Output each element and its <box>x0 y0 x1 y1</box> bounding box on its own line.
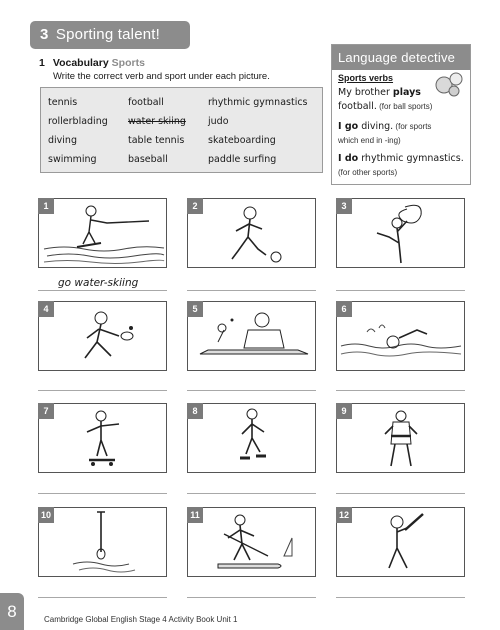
detective-note-ing: (for sports <box>393 122 432 131</box>
language-detective-title: Language detective <box>332 45 470 70</box>
unit-title: Sporting talent! <box>55 26 161 43</box>
word-box-item: tennis <box>48 97 78 108</box>
swimmer-illustration <box>337 302 466 372</box>
picture-number: 11 <box>187 507 203 523</box>
answer-line-11[interactable] <box>187 597 316 598</box>
water-skier-illustration <box>39 199 168 269</box>
picture-frame-8 <box>187 403 316 473</box>
picture-frame-9 <box>336 403 465 473</box>
picture-frame-2 <box>187 198 316 268</box>
skateboarder-illustration <box>39 404 168 474</box>
answer-line-1[interactable] <box>38 290 167 291</box>
picture-number: 4 <box>38 301 54 317</box>
exercise-number: 1 <box>39 57 45 69</box>
detective-example-1-text: My brother <box>338 87 393 98</box>
detective-example-1-sport: football. <box>338 101 377 112</box>
word-box-item: football <box>128 97 164 108</box>
word-box-item: skateboarding <box>208 135 276 146</box>
answer-text-1: go water-skiing <box>58 277 139 289</box>
answer-line-8[interactable] <box>187 493 316 494</box>
answer-line-2[interactable] <box>187 290 316 291</box>
footer-text: Cambridge Global English Stage 4 Activity Book Unit 1 <box>44 615 238 624</box>
rhythmic-gymnast-illustration <box>337 199 466 269</box>
word-box-item-crossed-out: water skiing <box>128 116 186 127</box>
word-box-item: judo <box>208 116 229 127</box>
picture-frame-6 <box>336 301 465 371</box>
detective-example-2-sport: diving. <box>358 121 394 132</box>
picture-number: 10 <box>38 507 54 523</box>
answer-line-7[interactable] <box>38 493 167 494</box>
word-box-item: paddle surfing <box>208 154 277 165</box>
exercise-instruction: Write the correct verb and sport under each picture. <box>53 71 270 82</box>
detective-note-other: (for other sports) <box>338 168 398 177</box>
detective-note-ball-sports: (for ball sports) <box>376 102 433 111</box>
picture-frame-10 <box>38 507 167 577</box>
unit-number: 3 <box>40 26 49 43</box>
picture-number: 8 <box>187 403 203 419</box>
word-box <box>40 87 323 173</box>
picture-frame-1 <box>38 198 167 268</box>
picture-frame-5 <box>187 301 316 371</box>
rollerblader-illustration <box>188 404 317 474</box>
picture-frame-4 <box>38 301 167 371</box>
picture-number: 6 <box>336 301 352 317</box>
page-number: 8 <box>0 593 24 630</box>
detective-example-3 <box>338 153 464 164</box>
picture-number: 2 <box>187 198 203 214</box>
detective-note-ing-cont: which end in -ing) <box>338 136 401 145</box>
table-tennis-player-illustration <box>188 302 317 372</box>
word-box-item: rhythmic gymnastics <box>208 97 308 108</box>
paddle-surfer-illustration <box>188 508 317 578</box>
tennis-player-illustration <box>39 302 168 372</box>
picture-number: 3 <box>336 198 352 214</box>
picture-number: 1 <box>38 198 54 214</box>
picture-frame-7 <box>38 403 167 473</box>
word-box-item: diving <box>48 135 77 146</box>
picture-number: 5 <box>187 301 203 317</box>
picture-number: 7 <box>38 403 54 419</box>
answer-line-3[interactable] <box>336 290 465 291</box>
detective-example-3-sport: rhythmic gymnastics. <box>358 153 464 164</box>
exercise-label: Vocabulary <box>52 57 109 69</box>
detective-example-1-cont <box>338 101 432 112</box>
magnifier-balls-icon <box>432 67 466 101</box>
picture-number: 9 <box>336 403 352 419</box>
picture-number: 12 <box>336 507 352 523</box>
diver-illustration <box>39 508 168 578</box>
judo-illustration <box>337 404 466 474</box>
word-box-item: table tennis <box>128 135 185 146</box>
picture-frame-3 <box>336 198 465 268</box>
detective-verb-plays: plays <box>392 87 421 98</box>
word-box-item: swimming <box>48 154 97 165</box>
language-detective-box <box>331 44 471 185</box>
answer-line-9[interactable] <box>336 493 465 494</box>
picture-frame-12 <box>336 507 465 577</box>
picture-frame-11 <box>187 507 316 577</box>
answer-line-5[interactable] <box>187 390 316 391</box>
exercise-heading <box>39 57 145 69</box>
word-box-item: rollerblading <box>48 116 108 127</box>
detective-verb-do: I do <box>338 153 359 164</box>
detective-example-2 <box>338 121 431 132</box>
word-box-item: baseball <box>128 154 168 165</box>
answer-line-6[interactable] <box>336 390 465 391</box>
footballer-illustration <box>188 199 317 269</box>
unit-header <box>30 21 190 49</box>
language-detective-subtitle: Sports verbs <box>338 73 394 83</box>
exercise-topic: Sports <box>111 57 145 69</box>
detective-example-1 <box>338 87 421 98</box>
answer-line-12[interactable] <box>336 597 465 598</box>
answer-line-4[interactable] <box>38 390 167 391</box>
answer-line-10[interactable] <box>38 597 167 598</box>
baseball-player-illustration <box>337 508 466 578</box>
detective-verb-go: I go <box>338 121 359 132</box>
